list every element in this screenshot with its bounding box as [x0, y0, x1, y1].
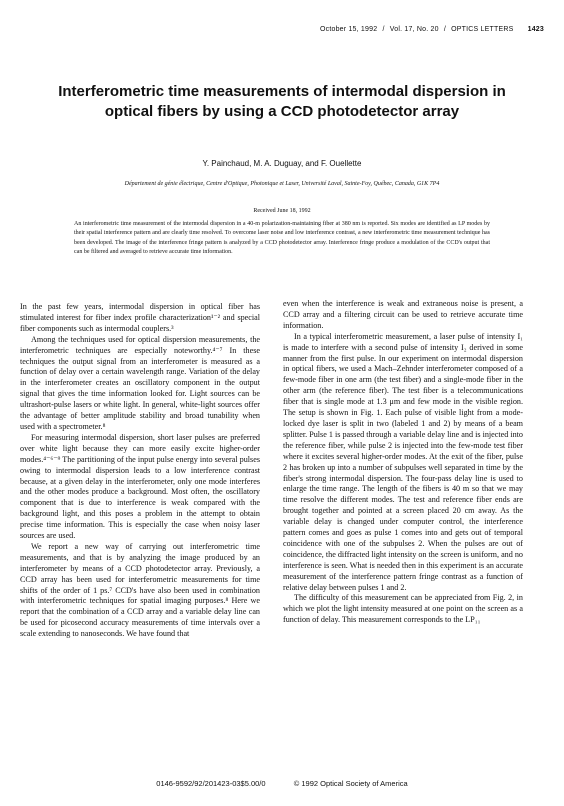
header-date: October 15, 1992	[320, 26, 378, 33]
body-column-left	[20, 302, 260, 640]
abstract: An interferometric time measurement of the intermodal dispersion in a 40-m polarization-maintaining fiber at 380 nm is reported. Six modes are identified as LP modes by their spatial interference pattern and are clearly time resolved. To overcome laser noise and low interference contrast, a new interferometric time measurement technique has been developed. The image of the interference fringe pattern is analyzed by a CCD photodetector array. Interference fringe produce a modulation of the CCD's output that can be filtered and averaged to retrieve accurate time information.	[74, 221, 490, 255]
header-separator: /	[382, 26, 385, 33]
body-column-right	[283, 299, 523, 626]
header-separator: /	[443, 26, 446, 33]
footer-code: 0146-9592/92/201423-03$5.00/0	[156, 779, 266, 788]
page-footer	[0, 779, 564, 788]
running-header	[20, 26, 544, 33]
header-journal: OPTICS LETTERS	[451, 26, 514, 33]
body-paragraph: In a typical interferometric measurement, a laser pulse of intensity I₁ is made to interfere with a second pulse of intensity I₂ derived in some manner from the first pulse. In our experiment on intermodal dispersion in optical fibers, we used a Mach–Zehnder interferometer composed of a few-mode fiber in one arm (the test fiber) and a single-mode fiber in the other arm (the reference fiber). The test fiber is a telecommunications fiber that is single mode at 1.3 μm and few mode in the visible region. The setup is shown in Fig. 1. Each pulse of visible light from a mode-locked dye laser is split in two (labeled 1 and 2) by means of a beam splitter. Pulse 1 is passed through a variable delay line and is injected into the reference fiber, while pulse 2 is injected into the few-mode test fiber where it excites several higher-order modes. At the exit of the fiber, pulse 2 has broken up into a number of subpulses well separated in time by the fiber's strong intermodal dispersion. The four-pass delay line is used to enlarge the time range. The length of the fibers is 40 m so that we may time resolve the different modes. The test and reference fiber ends are brought together and pointed at a screen placed 20 cm away. As the variable delay is changed under computer control, the interference pattern comes and goes as pulse 1 comes into and gets out of temporal coincidence with one of the subpulses 2. When the pulses are out of coincidence, the diffracted light intensity on the screen is uniform, and no interference is seen. What is needed then in this experiment is an accurate measurement of the interference pattern fringe contrast as a function of relative delay between pulses 1 and 2.	[283, 331, 523, 592]
body-paragraph: The difficulty of this measurement can be appreciated from Fig. 2, in which we plot the light intensity measured at one point on the screen as a function of delay. This measurement corresponds to the LP₁₁	[283, 593, 523, 625]
footer-copyright: © 1992 Optical Society of America	[293, 779, 408, 788]
body-paragraph: In the past few years, intermodal dispersion in optical fiber has stimulated interest for fiber index profile characterization¹⁻² and special fiber components such as intermodal couplers.³	[20, 302, 260, 333]
body-paragraph: We report a new way of carrying out interferometric time measurements, and that is by analyzing the image produced by an interferometer by means of a CCD photodetector array. Previously, a CCD array has been used for interferometric measurements for time shifts of the order of 1 ps.⁷ CCD's have also been used in combination with interferometric techniques for spatial imaging purposes.⁸ Here we report that the combination of a CCD array and a variable delay line can be used for picosecond accuracy measurements of time intervals over a scale extending to nanoseconds. We have found that	[20, 541, 260, 639]
paper-affiliation: Département de génie électrique, Centre d'Optique, Photonique et Laser, Université Laval, Sainte-Foy, Québec, Canada, G1K 7P4	[124, 181, 440, 187]
body-paragraph: Among the techniques used for optical dispersion measurements, the interferometric techniques are especially noteworthy.⁴⁻⁷ In these techniques the output signal from an interferometer is measured as a function of delay over a certain wavelength range. Variation of the delay in the interferometer creates an oscillatory component in the output signal that gives the time information looked for. Light sources can be ultrashort-pulse lasers or white light. In general, white-light sources offer the advantage of better amplitude stability and broad tunability when used with a spectrometer.⁸	[20, 334, 260, 431]
paper-authors: Y. Painchaud, M. A. Duguay, and F. Ouellette	[202, 159, 362, 168]
body-paragraph: For measuring intermodal dispersion, short laser pulses are preferred over white light because they can more easily excite higher-order modes.⁴⁻⁶⁻⁹ The partitioning of the input pulse energy into several pulses owing to intermodal dispersion leads to a low interference contrast because, at a given delay in the interferometer, only one mode interferes and the other modes produce a background. Most often, the oscillatory component that is due to interference is weak compared with the background light, and this poses a problem in the attempt to obtain precise time information. This is especially the case when noisy laser sources are used.	[20, 432, 260, 541]
paper-title: Interferometric time measurements of intermodal dispersion in optical fibers by using a CCD photodetector array	[58, 83, 506, 120]
header-page-number: 1423	[527, 26, 544, 33]
body-paragraph: even when the interference is weak and extraneous noise is present, a CCD array and a filtering circuit can be used to retrieve accurate time information.	[283, 299, 523, 330]
header-volume: Vol. 17, No. 20	[389, 26, 439, 33]
received-date: Received June 18, 1992	[253, 208, 311, 214]
